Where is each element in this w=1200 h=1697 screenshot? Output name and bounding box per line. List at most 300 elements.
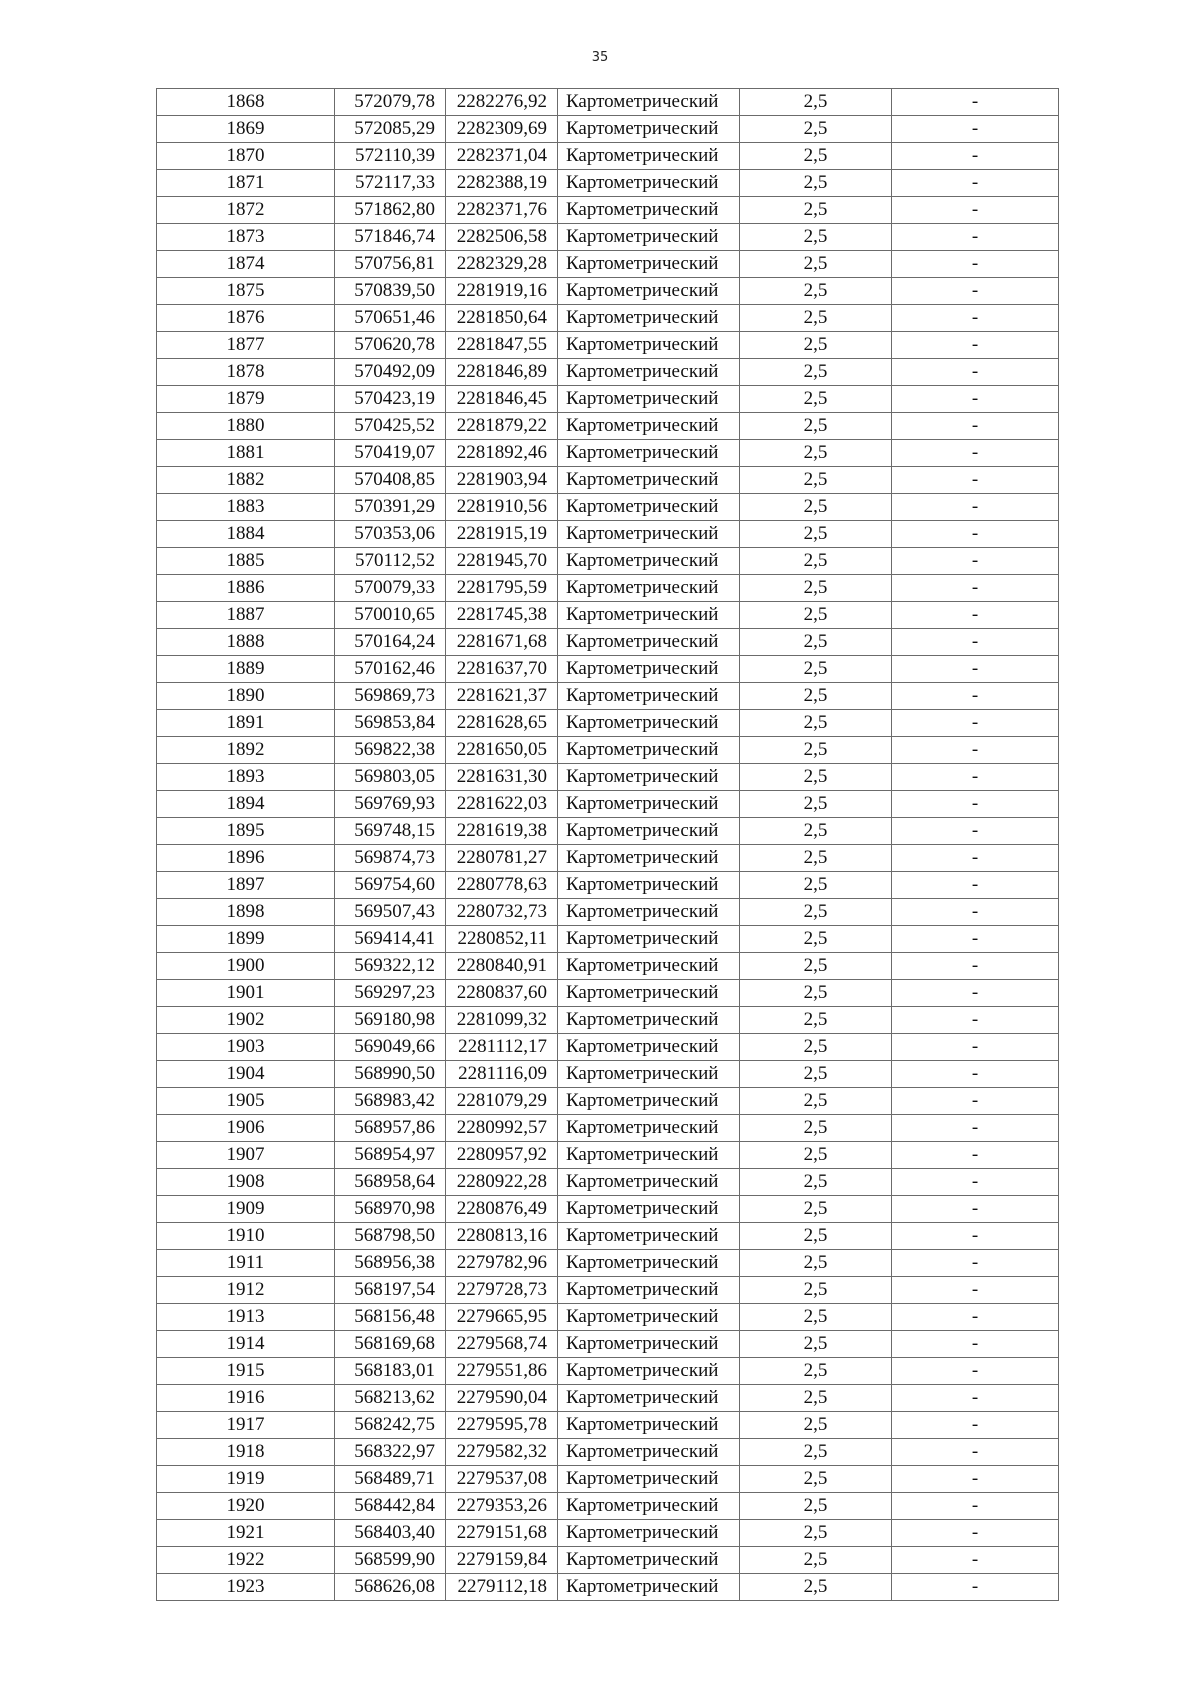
point-number-cell: 1905 bbox=[157, 1088, 335, 1115]
point-number-cell: 1896 bbox=[157, 845, 335, 872]
method-cell: Картометрический bbox=[558, 494, 740, 521]
x-coordinate-cell: 569853,84 bbox=[335, 710, 446, 737]
accuracy-cell: 2,5 bbox=[740, 1412, 892, 1439]
table-row bbox=[157, 224, 1059, 251]
accuracy-cell: 2,5 bbox=[740, 737, 892, 764]
table-row bbox=[157, 1142, 1059, 1169]
accuracy-cell: 2,5 bbox=[740, 1034, 892, 1061]
method-cell: Картометрический bbox=[558, 413, 740, 440]
point-number-cell: 1885 bbox=[157, 548, 335, 575]
method-cell: Картометрический bbox=[558, 818, 740, 845]
note-cell: - bbox=[892, 1331, 1059, 1358]
accuracy-cell: 2,5 bbox=[740, 305, 892, 332]
point-number-cell: 1917 bbox=[157, 1412, 335, 1439]
accuracy-cell: 2,5 bbox=[740, 440, 892, 467]
point-number-cell: 1877 bbox=[157, 332, 335, 359]
point-number-cell: 1899 bbox=[157, 926, 335, 953]
method-cell: Картометрический bbox=[558, 116, 740, 143]
method-cell: Картометрический bbox=[558, 1277, 740, 1304]
y-coordinate-cell: 2281879,22 bbox=[446, 413, 558, 440]
table-row bbox=[157, 413, 1059, 440]
accuracy-cell: 2,5 bbox=[740, 953, 892, 980]
accuracy-cell: 2,5 bbox=[740, 656, 892, 683]
accuracy-cell: 2,5 bbox=[740, 980, 892, 1007]
x-coordinate-cell: 570010,65 bbox=[335, 602, 446, 629]
x-coordinate-cell: 569049,66 bbox=[335, 1034, 446, 1061]
method-cell: Картометрический bbox=[558, 1466, 740, 1493]
point-number-cell: 1872 bbox=[157, 197, 335, 224]
table-row bbox=[157, 845, 1059, 872]
note-cell: - bbox=[892, 413, 1059, 440]
method-cell: Картометрический bbox=[558, 440, 740, 467]
y-coordinate-cell: 2281919,16 bbox=[446, 278, 558, 305]
method-cell: Картометрический bbox=[558, 170, 740, 197]
accuracy-cell: 2,5 bbox=[740, 1493, 892, 1520]
y-coordinate-cell: 2281846,45 bbox=[446, 386, 558, 413]
x-coordinate-cell: 568970,98 bbox=[335, 1196, 446, 1223]
y-coordinate-cell: 2279112,18 bbox=[446, 1574, 558, 1601]
note-cell: - bbox=[892, 548, 1059, 575]
x-coordinate-cell: 568990,50 bbox=[335, 1061, 446, 1088]
note-cell: - bbox=[892, 575, 1059, 602]
table-row bbox=[157, 548, 1059, 575]
method-cell: Картометрический bbox=[558, 1034, 740, 1061]
note-cell: - bbox=[892, 251, 1059, 278]
method-cell: Картометрический bbox=[558, 1196, 740, 1223]
note-cell: - bbox=[892, 521, 1059, 548]
note-cell: - bbox=[892, 1061, 1059, 1088]
y-coordinate-cell: 2280992,57 bbox=[446, 1115, 558, 1142]
table-row bbox=[157, 89, 1059, 116]
point-number-cell: 1922 bbox=[157, 1547, 335, 1574]
y-coordinate-cell: 2279590,04 bbox=[446, 1385, 558, 1412]
y-coordinate-cell: 2279353,26 bbox=[446, 1493, 558, 1520]
table-row bbox=[157, 305, 1059, 332]
point-number-cell: 1923 bbox=[157, 1574, 335, 1601]
accuracy-cell: 2,5 bbox=[740, 116, 892, 143]
table-row bbox=[157, 1385, 1059, 1412]
point-number-cell: 1904 bbox=[157, 1061, 335, 1088]
note-cell: - bbox=[892, 116, 1059, 143]
table-row bbox=[157, 1574, 1059, 1601]
y-coordinate-cell: 2281850,64 bbox=[446, 305, 558, 332]
x-coordinate-cell: 568403,40 bbox=[335, 1520, 446, 1547]
point-number-cell: 1868 bbox=[157, 89, 335, 116]
note-cell: - bbox=[892, 926, 1059, 953]
note-cell: - bbox=[892, 899, 1059, 926]
table-row bbox=[157, 494, 1059, 521]
table-row bbox=[157, 737, 1059, 764]
note-cell: - bbox=[892, 1142, 1059, 1169]
y-coordinate-cell: 2280781,27 bbox=[446, 845, 558, 872]
y-coordinate-cell: 2281621,37 bbox=[446, 683, 558, 710]
y-coordinate-cell: 2282388,19 bbox=[446, 170, 558, 197]
y-coordinate-cell: 2281903,94 bbox=[446, 467, 558, 494]
method-cell: Картометрический bbox=[558, 1115, 740, 1142]
table-row bbox=[157, 1061, 1059, 1088]
method-cell: Картометрический bbox=[558, 1520, 740, 1547]
accuracy-cell: 2,5 bbox=[740, 1574, 892, 1601]
accuracy-cell: 2,5 bbox=[740, 413, 892, 440]
note-cell: - bbox=[892, 1412, 1059, 1439]
x-coordinate-cell: 568954,97 bbox=[335, 1142, 446, 1169]
point-number-cell: 1910 bbox=[157, 1223, 335, 1250]
y-coordinate-cell: 2281846,89 bbox=[446, 359, 558, 386]
method-cell: Картометрический bbox=[558, 251, 740, 278]
y-coordinate-cell: 2279582,32 bbox=[446, 1439, 558, 1466]
table-row bbox=[157, 1520, 1059, 1547]
table-row bbox=[157, 1007, 1059, 1034]
table-row bbox=[157, 926, 1059, 953]
y-coordinate-cell: 2280732,73 bbox=[446, 899, 558, 926]
accuracy-cell: 2,5 bbox=[740, 1007, 892, 1034]
accuracy-cell: 2,5 bbox=[740, 1520, 892, 1547]
accuracy-cell: 2,5 bbox=[740, 899, 892, 926]
method-cell: Картометрический bbox=[558, 143, 740, 170]
method-cell: Картометрический bbox=[558, 602, 740, 629]
method-cell: Картометрический bbox=[558, 305, 740, 332]
x-coordinate-cell: 570425,52 bbox=[335, 413, 446, 440]
method-cell: Картометрический bbox=[558, 926, 740, 953]
y-coordinate-cell: 2280837,60 bbox=[446, 980, 558, 1007]
method-cell: Картометрический bbox=[558, 1223, 740, 1250]
accuracy-cell: 2,5 bbox=[740, 791, 892, 818]
point-number-cell: 1879 bbox=[157, 386, 335, 413]
x-coordinate-cell: 570756,81 bbox=[335, 251, 446, 278]
accuracy-cell: 2,5 bbox=[740, 1439, 892, 1466]
x-coordinate-cell: 568242,75 bbox=[335, 1412, 446, 1439]
method-cell: Картометрический bbox=[558, 1358, 740, 1385]
x-coordinate-cell: 569322,12 bbox=[335, 953, 446, 980]
table-row bbox=[157, 467, 1059, 494]
table-row bbox=[157, 872, 1059, 899]
note-cell: - bbox=[892, 1196, 1059, 1223]
x-coordinate-cell: 569754,60 bbox=[335, 872, 446, 899]
accuracy-cell: 2,5 bbox=[740, 1277, 892, 1304]
note-cell: - bbox=[892, 1574, 1059, 1601]
y-coordinate-cell: 2282329,28 bbox=[446, 251, 558, 278]
y-coordinate-cell: 2280922,28 bbox=[446, 1169, 558, 1196]
point-number-cell: 1906 bbox=[157, 1115, 335, 1142]
note-cell: - bbox=[892, 1385, 1059, 1412]
table-row bbox=[157, 629, 1059, 656]
point-number-cell: 1888 bbox=[157, 629, 335, 656]
table-row bbox=[157, 899, 1059, 926]
y-coordinate-cell: 2281671,68 bbox=[446, 629, 558, 656]
method-cell: Картометрический bbox=[558, 575, 740, 602]
point-number-cell: 1886 bbox=[157, 575, 335, 602]
accuracy-cell: 2,5 bbox=[740, 926, 892, 953]
note-cell: - bbox=[892, 737, 1059, 764]
x-coordinate-cell: 569180,98 bbox=[335, 1007, 446, 1034]
x-coordinate-cell: 570419,07 bbox=[335, 440, 446, 467]
y-coordinate-cell: 2281847,55 bbox=[446, 332, 558, 359]
x-coordinate-cell: 569769,93 bbox=[335, 791, 446, 818]
note-cell: - bbox=[892, 1277, 1059, 1304]
x-coordinate-cell: 570839,50 bbox=[335, 278, 446, 305]
method-cell: Картометрический bbox=[558, 386, 740, 413]
page-number: 35 bbox=[591, 50, 609, 65]
point-number-cell: 1881 bbox=[157, 440, 335, 467]
y-coordinate-cell: 2280840,91 bbox=[446, 953, 558, 980]
method-cell: Картометрический bbox=[558, 1250, 740, 1277]
method-cell: Картометрический bbox=[558, 791, 740, 818]
point-number-cell: 1893 bbox=[157, 764, 335, 791]
y-coordinate-cell: 2279151,68 bbox=[446, 1520, 558, 1547]
accuracy-cell: 2,5 bbox=[740, 170, 892, 197]
point-number-cell: 1908 bbox=[157, 1169, 335, 1196]
note-cell: - bbox=[892, 1115, 1059, 1142]
accuracy-cell: 2,5 bbox=[740, 224, 892, 251]
method-cell: Картометрический bbox=[558, 1493, 740, 1520]
method-cell: Картометрический bbox=[558, 737, 740, 764]
x-coordinate-cell: 571862,80 bbox=[335, 197, 446, 224]
point-number-cell: 1882 bbox=[157, 467, 335, 494]
note-cell: - bbox=[892, 1493, 1059, 1520]
table-row bbox=[157, 1250, 1059, 1277]
accuracy-cell: 2,5 bbox=[740, 467, 892, 494]
method-cell: Картометрический bbox=[558, 467, 740, 494]
y-coordinate-cell: 2280957,92 bbox=[446, 1142, 558, 1169]
table-row bbox=[157, 1493, 1059, 1520]
x-coordinate-cell: 572117,33 bbox=[335, 170, 446, 197]
note-cell: - bbox=[892, 791, 1059, 818]
accuracy-cell: 2,5 bbox=[740, 710, 892, 737]
note-cell: - bbox=[892, 629, 1059, 656]
y-coordinate-cell: 2280876,49 bbox=[446, 1196, 558, 1223]
point-number-cell: 1902 bbox=[157, 1007, 335, 1034]
x-coordinate-cell: 570423,19 bbox=[335, 386, 446, 413]
y-coordinate-cell: 2279568,74 bbox=[446, 1331, 558, 1358]
point-number-cell: 1915 bbox=[157, 1358, 335, 1385]
x-coordinate-cell: 568958,64 bbox=[335, 1169, 446, 1196]
x-coordinate-cell: 569869,73 bbox=[335, 683, 446, 710]
note-cell: - bbox=[892, 278, 1059, 305]
x-coordinate-cell: 568442,84 bbox=[335, 1493, 446, 1520]
y-coordinate-cell: 2280852,11 bbox=[446, 926, 558, 953]
x-coordinate-cell: 570620,78 bbox=[335, 332, 446, 359]
accuracy-cell: 2,5 bbox=[740, 1115, 892, 1142]
method-cell: Картометрический bbox=[558, 1574, 740, 1601]
method-cell: Картометрический bbox=[558, 1061, 740, 1088]
accuracy-cell: 2,5 bbox=[740, 1250, 892, 1277]
method-cell: Картометрический bbox=[558, 629, 740, 656]
point-number-cell: 1883 bbox=[157, 494, 335, 521]
accuracy-cell: 2,5 bbox=[740, 1466, 892, 1493]
y-coordinate-cell: 2279595,78 bbox=[446, 1412, 558, 1439]
point-number-cell: 1903 bbox=[157, 1034, 335, 1061]
point-number-cell: 1911 bbox=[157, 1250, 335, 1277]
accuracy-cell: 2,5 bbox=[740, 548, 892, 575]
x-coordinate-cell: 569414,41 bbox=[335, 926, 446, 953]
note-cell: - bbox=[892, 224, 1059, 251]
accuracy-cell: 2,5 bbox=[740, 1358, 892, 1385]
accuracy-cell: 2,5 bbox=[740, 1547, 892, 1574]
y-coordinate-cell: 2281631,30 bbox=[446, 764, 558, 791]
point-number-cell: 1898 bbox=[157, 899, 335, 926]
point-number-cell: 1869 bbox=[157, 116, 335, 143]
method-cell: Картометрический bbox=[558, 1547, 740, 1574]
table-row bbox=[157, 278, 1059, 305]
x-coordinate-cell: 569748,15 bbox=[335, 818, 446, 845]
point-number-cell: 1918 bbox=[157, 1439, 335, 1466]
y-coordinate-cell: 2281745,38 bbox=[446, 602, 558, 629]
x-coordinate-cell: 570112,52 bbox=[335, 548, 446, 575]
note-cell: - bbox=[892, 1034, 1059, 1061]
point-number-cell: 1873 bbox=[157, 224, 335, 251]
table-row bbox=[157, 980, 1059, 1007]
accuracy-cell: 2,5 bbox=[740, 1196, 892, 1223]
note-cell: - bbox=[892, 143, 1059, 170]
table-row bbox=[157, 1547, 1059, 1574]
y-coordinate-cell: 2281795,59 bbox=[446, 575, 558, 602]
x-coordinate-cell: 569297,23 bbox=[335, 980, 446, 1007]
table-row bbox=[157, 1169, 1059, 1196]
table-row bbox=[157, 710, 1059, 737]
point-number-cell: 1907 bbox=[157, 1142, 335, 1169]
note-cell: - bbox=[892, 683, 1059, 710]
y-coordinate-cell: 2281637,70 bbox=[446, 656, 558, 683]
x-coordinate-cell: 568156,48 bbox=[335, 1304, 446, 1331]
x-coordinate-cell: 568599,90 bbox=[335, 1547, 446, 1574]
y-coordinate-cell: 2279782,96 bbox=[446, 1250, 558, 1277]
y-coordinate-cell: 2281892,46 bbox=[446, 440, 558, 467]
accuracy-cell: 2,5 bbox=[740, 845, 892, 872]
accuracy-cell: 2,5 bbox=[740, 602, 892, 629]
method-cell: Картометрический bbox=[558, 197, 740, 224]
x-coordinate-cell: 570162,46 bbox=[335, 656, 446, 683]
note-cell: - bbox=[892, 764, 1059, 791]
table-row bbox=[157, 1115, 1059, 1142]
note-cell: - bbox=[892, 440, 1059, 467]
coordinates-table bbox=[156, 88, 1059, 1601]
table-row bbox=[157, 1439, 1059, 1466]
note-cell: - bbox=[892, 89, 1059, 116]
point-number-cell: 1891 bbox=[157, 710, 335, 737]
y-coordinate-cell: 2282371,04 bbox=[446, 143, 558, 170]
accuracy-cell: 2,5 bbox=[740, 386, 892, 413]
accuracy-cell: 2,5 bbox=[740, 332, 892, 359]
accuracy-cell: 2,5 bbox=[740, 872, 892, 899]
x-coordinate-cell: 568957,86 bbox=[335, 1115, 446, 1142]
point-number-cell: 1913 bbox=[157, 1304, 335, 1331]
accuracy-cell: 2,5 bbox=[740, 1331, 892, 1358]
y-coordinate-cell: 2282506,58 bbox=[446, 224, 558, 251]
table-row bbox=[157, 1088, 1059, 1115]
method-cell: Картометрический bbox=[558, 1304, 740, 1331]
accuracy-cell: 2,5 bbox=[740, 1304, 892, 1331]
accuracy-cell: 2,5 bbox=[740, 521, 892, 548]
y-coordinate-cell: 2279537,08 bbox=[446, 1466, 558, 1493]
accuracy-cell: 2,5 bbox=[740, 494, 892, 521]
y-coordinate-cell: 2281112,17 bbox=[446, 1034, 558, 1061]
note-cell: - bbox=[892, 1466, 1059, 1493]
accuracy-cell: 2,5 bbox=[740, 818, 892, 845]
x-coordinate-cell: 570164,24 bbox=[335, 629, 446, 656]
x-coordinate-cell: 568213,62 bbox=[335, 1385, 446, 1412]
method-cell: Картометрический bbox=[558, 872, 740, 899]
method-cell: Картометрический bbox=[558, 980, 740, 1007]
note-cell: - bbox=[892, 467, 1059, 494]
method-cell: Картометрический bbox=[558, 1331, 740, 1358]
note-cell: - bbox=[892, 656, 1059, 683]
method-cell: Картометрический bbox=[558, 953, 740, 980]
y-coordinate-cell: 2279665,95 bbox=[446, 1304, 558, 1331]
point-number-cell: 1892 bbox=[157, 737, 335, 764]
table-row bbox=[157, 332, 1059, 359]
note-cell: - bbox=[892, 1250, 1059, 1277]
x-coordinate-cell: 568983,42 bbox=[335, 1088, 446, 1115]
table-row bbox=[157, 116, 1059, 143]
method-cell: Картометрический bbox=[558, 656, 740, 683]
table-row bbox=[157, 359, 1059, 386]
y-coordinate-cell: 2281628,65 bbox=[446, 710, 558, 737]
table-row bbox=[157, 1277, 1059, 1304]
note-cell: - bbox=[892, 494, 1059, 521]
x-coordinate-cell: 569803,05 bbox=[335, 764, 446, 791]
method-cell: Картометрический bbox=[558, 1142, 740, 1169]
accuracy-cell: 2,5 bbox=[740, 1169, 892, 1196]
method-cell: Картометрический bbox=[558, 332, 740, 359]
y-coordinate-cell: 2281619,38 bbox=[446, 818, 558, 845]
table-row bbox=[157, 1358, 1059, 1385]
accuracy-cell: 2,5 bbox=[740, 1385, 892, 1412]
note-cell: - bbox=[892, 980, 1059, 1007]
method-cell: Картометрический bbox=[558, 845, 740, 872]
point-number-cell: 1897 bbox=[157, 872, 335, 899]
note-cell: - bbox=[892, 872, 1059, 899]
note-cell: - bbox=[892, 1547, 1059, 1574]
method-cell: Картометрический bbox=[558, 89, 740, 116]
point-number-cell: 1919 bbox=[157, 1466, 335, 1493]
point-number-cell: 1884 bbox=[157, 521, 335, 548]
note-cell: - bbox=[892, 332, 1059, 359]
point-number-cell: 1894 bbox=[157, 791, 335, 818]
x-coordinate-cell: 568626,08 bbox=[335, 1574, 446, 1601]
y-coordinate-cell: 2281099,32 bbox=[446, 1007, 558, 1034]
table-row bbox=[157, 440, 1059, 467]
point-number-cell: 1876 bbox=[157, 305, 335, 332]
table-row bbox=[157, 143, 1059, 170]
note-cell: - bbox=[892, 1358, 1059, 1385]
note-cell: - bbox=[892, 1520, 1059, 1547]
y-coordinate-cell: 2281915,19 bbox=[446, 521, 558, 548]
table-row bbox=[157, 953, 1059, 980]
note-cell: - bbox=[892, 845, 1059, 872]
table-row bbox=[157, 656, 1059, 683]
method-cell: Картометрический bbox=[558, 1169, 740, 1196]
method-cell: Картометрический bbox=[558, 278, 740, 305]
accuracy-cell: 2,5 bbox=[740, 143, 892, 170]
x-coordinate-cell: 570408,85 bbox=[335, 467, 446, 494]
x-coordinate-cell: 570353,06 bbox=[335, 521, 446, 548]
point-number-cell: 1889 bbox=[157, 656, 335, 683]
note-cell: - bbox=[892, 710, 1059, 737]
y-coordinate-cell: 2281622,03 bbox=[446, 791, 558, 818]
point-number-cell: 1878 bbox=[157, 359, 335, 386]
accuracy-cell: 2,5 bbox=[740, 575, 892, 602]
method-cell: Картометрический bbox=[558, 683, 740, 710]
table-row bbox=[157, 575, 1059, 602]
x-coordinate-cell: 569874,73 bbox=[335, 845, 446, 872]
table-row bbox=[157, 1331, 1059, 1358]
note-cell: - bbox=[892, 386, 1059, 413]
table-row bbox=[157, 1196, 1059, 1223]
note-cell: - bbox=[892, 1169, 1059, 1196]
method-cell: Картометрический bbox=[558, 764, 740, 791]
note-cell: - bbox=[892, 1007, 1059, 1034]
note-cell: - bbox=[892, 953, 1059, 980]
